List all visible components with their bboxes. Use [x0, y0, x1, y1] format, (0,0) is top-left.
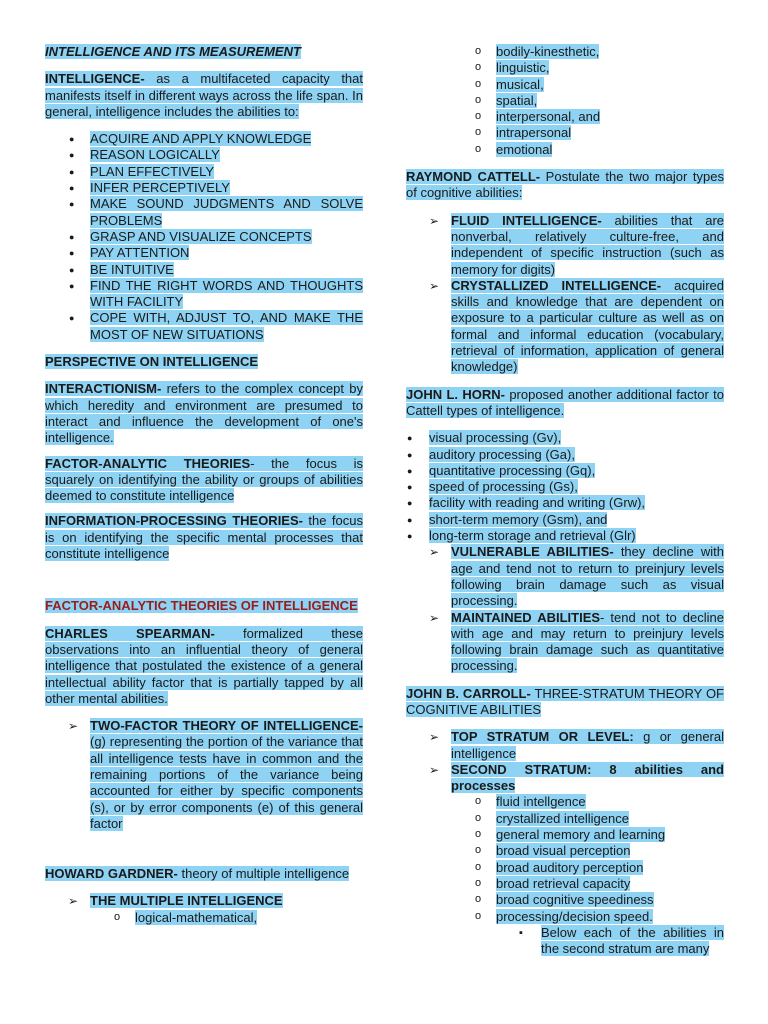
- list-item: ● COPE WITH, ADJUST TO, AND MAKE THE MOST OF NEW SITUATIONS: [45, 310, 363, 343]
- list-item: ➢ CRYSTALLIZED INTELLIGENCE- acquired skills and knowledge that are dependent on exposure to a particular culture as well as on formal and informal education (vocabulary, retrieval of information, application of general knowledge): [406, 278, 724, 376]
- list-item: o linguistic,: [406, 60, 724, 76]
- list-item: ● PLAN EFFECTIVELY: [45, 164, 363, 180]
- list-item: ● auditory processing (Ga),: [406, 447, 724, 463]
- perspective-heading: PERSPECTIVE ON INTELLIGENCE: [45, 354, 259, 370]
- list-item: o broad visual perception: [406, 843, 724, 859]
- list-item: ➢ FLUID INTELLIGENCE- abilities that are nonverbal, relatively culture-free, and independent of specific instruction (such as memory for digits): [406, 213, 724, 278]
- list-item: o musical,: [406, 77, 724, 93]
- factor-analytic-paragraph: FACTOR-ANALYTIC THEORIES- the focus is squarely on identifying the ability or groups of abilities deemed to constitute intelligence: [45, 455, 363, 504]
- list-item: o emotional: [406, 142, 724, 158]
- intelligence-definition: INTELLIGENCE- as a multifaceted capacity that manifests itself in different ways across the life span. In general, intelligence includes the abilities to:: [45, 71, 363, 119]
- list-item: ➢ TOP STRATUM OR LEVEL: g or general intelligence: [406, 729, 724, 762]
- list-item: o crystallized intelligence: [406, 811, 724, 827]
- cattell-types-list: [406, 213, 724, 376]
- list-item: ▪ Below each of the abilities in the second stratum are many: [406, 925, 724, 958]
- two-factor-list: [45, 718, 363, 832]
- list-item: o broad retrieval capacity: [406, 876, 724, 892]
- multiple-intelligence-list: [45, 893, 363, 926]
- list-item: ● INFER PERCEPTIVELY: [45, 180, 363, 196]
- ability-types-list: [406, 544, 724, 674]
- document-title: INTELLIGENCE AND ITS MEASUREMENT: [45, 44, 301, 59]
- list-item: ● short-term memory (Gsm), and: [406, 512, 724, 528]
- factor-analytic-heading: FACTOR-ANALYTIC THEORIES OF INTELLIGENCE: [45, 598, 358, 614]
- list-item: ● facility with reading and writing (Grw),: [406, 495, 724, 511]
- multiple-intelligence-list-continued: [406, 44, 724, 158]
- carroll-paragraph: JOHN B. CARROLL- THREE-STRATUM THEORY OF COGNITIVE ABILITIES: [406, 685, 724, 717]
- list-item: o interpersonal, and: [406, 109, 724, 125]
- strata-list: [406, 729, 724, 957]
- list-item: ➢ SECOND STRATUM: 8 abilities and processes: [406, 762, 724, 795]
- list-item: o broad cognitive speediness: [406, 892, 724, 908]
- list-item: o processing/decision speed.: [406, 909, 724, 925]
- horn-factors-list: [406, 430, 724, 544]
- list-item: o general memory and learning: [406, 827, 724, 843]
- list-item: ● long-term storage and retrieval (Glr): [406, 528, 724, 544]
- information-processing-paragraph: INFORMATION-PROCESSING THEORIES- the focus is on identifying the specific mental processes that constitute intelligence: [45, 513, 363, 562]
- list-item: ➢ VULNERABLE ABILITIES- they decline with age and tend not to return to preinjury levels following brain damage such as visual processing.: [406, 544, 724, 609]
- spearman-paragraph: CHARLES SPEARMAN- formalized these observations into an influential theory of general intelligence that postulated the existence of a general intellectual ability factor that is partially tapped by all other mental abilities.: [45, 625, 363, 706]
- left-column: [45, 44, 363, 926]
- list-item: ● quantitative processing (Gq),: [406, 463, 724, 479]
- list-item: o logical-mathematical,: [45, 910, 363, 926]
- list-item: ➢ MAINTAINED ABILITIES- tend not to decline with age and may return to preinjury levels following brain damage such as quantitative processing.: [406, 610, 724, 675]
- list-item: o bodily-kinesthetic,: [406, 44, 724, 60]
- list-item: ➢ THE MULTIPLE INTELLIGENCE: [45, 893, 363, 909]
- list-item: ● PAY ATTENTION: [45, 245, 363, 261]
- interactionism-paragraph: INTERACTIONISM- refers to the complex concept by which heredity and environment are presumed to interact and influence the development of one's intelligence.: [45, 381, 363, 446]
- list-item: ● speed of processing (Gs),: [406, 479, 724, 495]
- cattell-paragraph: RAYMOND CATTELL- Postulate the two major types of cognitive abilities:: [406, 169, 724, 201]
- list-item: ● REASON LOGICALLY: [45, 147, 363, 163]
- list-item: ● ACQUIRE AND APPLY KNOWLEDGE: [45, 131, 363, 147]
- list-item: ● FIND THE RIGHT WORDS AND THOUGHTS WITH FACILITY: [45, 278, 363, 311]
- abilities-list: [45, 131, 363, 343]
- horn-paragraph: JOHN L. HORN- proposed another additional factor to Cattell types of intelligence.: [406, 386, 724, 418]
- list-item: ➢ TWO-FACTOR THEORY OF INTELLIGENCE- (g) representing the portion of the variance that all intelligence tests have in common and the remaining portions of the variance being accounted for either by specific components (s), or by error components (e) of this general factor: [45, 718, 363, 832]
- list-item: o spatial,: [406, 93, 724, 109]
- gardner-paragraph: HOWARD GARDNER- theory of multiple intelligence: [45, 866, 350, 882]
- list-item: o broad auditory perception: [406, 860, 724, 876]
- list-item: ● BE INTUITIVE: [45, 262, 363, 278]
- list-item: ● GRASP AND VISUALIZE CONCEPTS: [45, 229, 363, 245]
- list-item: ● MAKE SOUND JUDGMENTS AND SOLVE PROBLEMS: [45, 196, 363, 229]
- right-column: [406, 44, 724, 957]
- list-item: o fluid intellgence: [406, 794, 724, 810]
- list-item: ● visual processing (Gv),: [406, 430, 724, 446]
- list-item: o intrapersonal: [406, 125, 724, 141]
